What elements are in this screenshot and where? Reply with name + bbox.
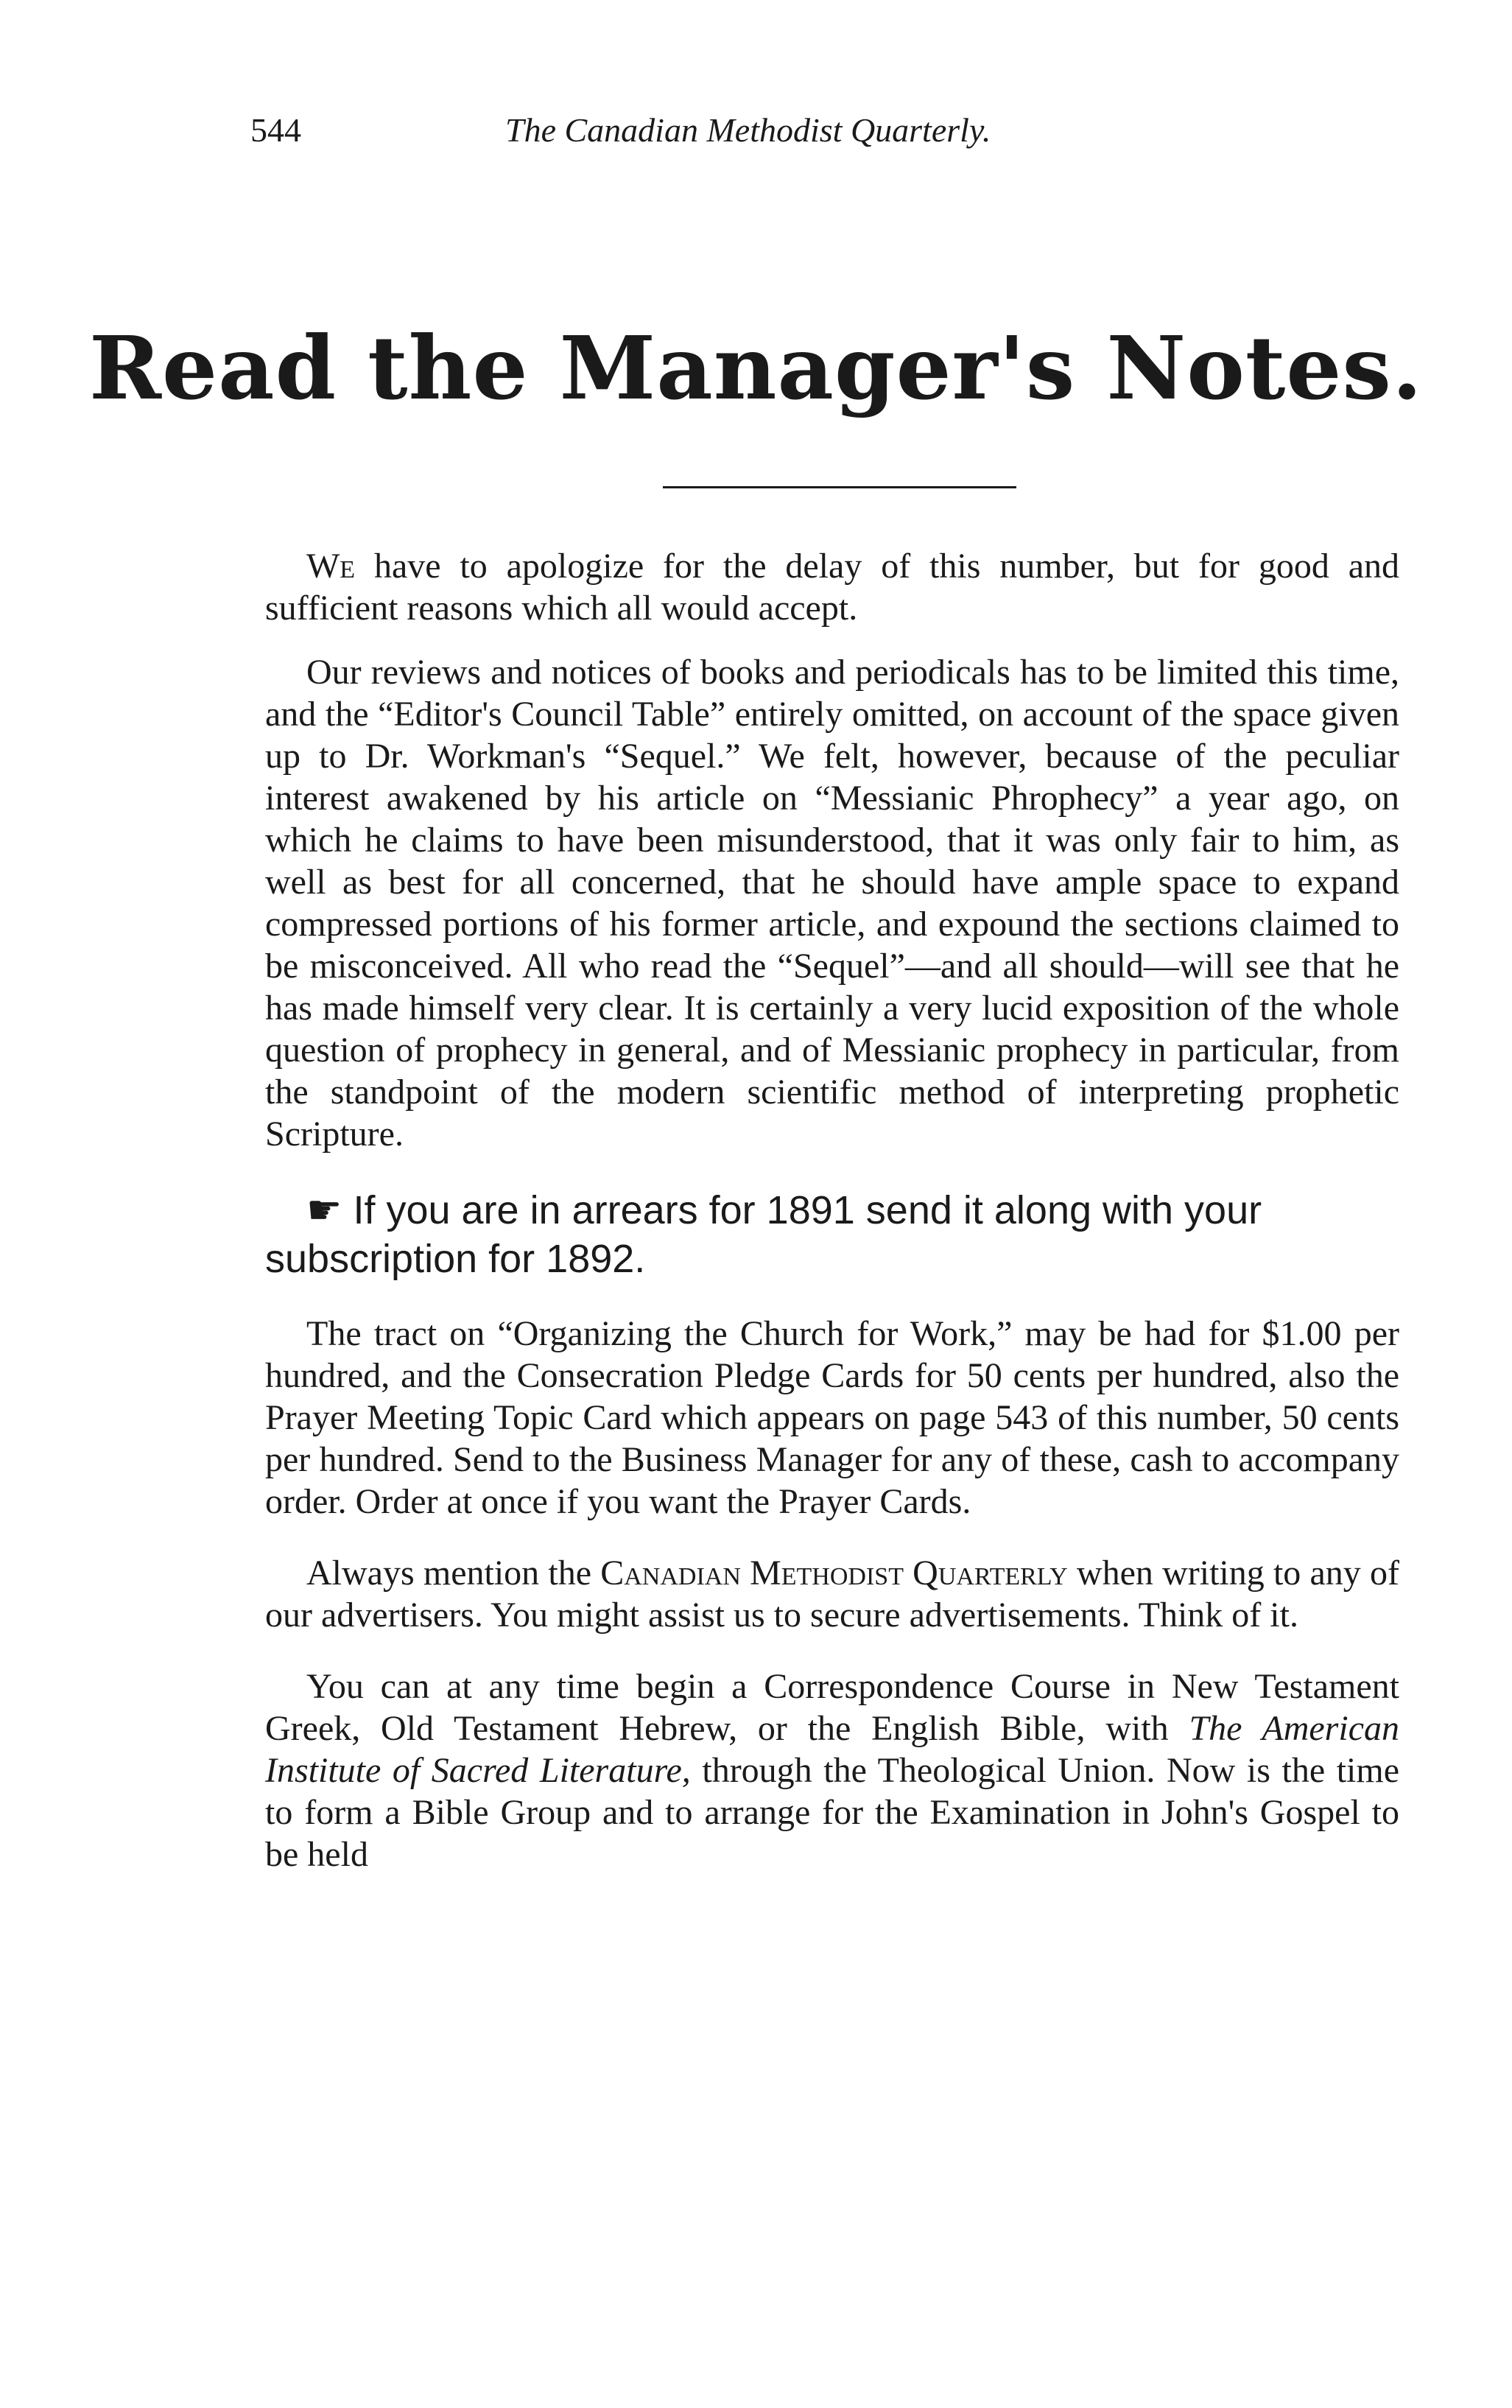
- paragraph-reviews: Our reviews and notices of books and periodicals has to be limited this time, and the “Editor's Council Table” entirely omitted, on account of the space given up to Dr. Workman's “Sequel.” We felt, however, because of the peculiar interest awakened by his article on “Messianic Phrophecy” a year ago, on which he claims to have been misunderstood, that it was only fair to him, as well as best for all concerned, that he should have ample space to expand compressed portions of his former article, and expound the sections claimed to be misconceived. All who read the “Sequel”—and all should—will see that he has made himself very clear. It is certainly a very lucid exposition of the whole question of prophecy in general, and of Messianic prophecy in particular, from the standpoint of the modern scientific method of interpreting prophetic Scripture.: [265, 653, 1399, 1154]
- paragraph-apology: [265, 545, 1399, 629]
- paragraph-tract: The tract on “Organizing the Church for Work,” may be had for $1.00 per hundred, and the Consecration Pledge Cards for 50 cents per hundred, also the Prayer Meeting Topic Card which appears on page 543 of this number, 50 cents per hundred. Send to the Business Manager for any of these, cash to accompany order. Order at once if you want the Prayer Cards.: [265, 1314, 1399, 1521]
- arrears-notice-text: If you are in arrears for 1891 send it along with your subscription for 1892.: [265, 1188, 1262, 1281]
- journal-title: The Canadian Methodist Quarterly.: [505, 111, 991, 149]
- pointing-hand-icon: ☛: [306, 1188, 342, 1232]
- advertisers-text-after: when writing to any of our advertisers. You might assist us to secure advertisements. Think of it.: [265, 1554, 1399, 1635]
- institute-name: The American Institute of Sacred Literature,: [265, 1709, 1399, 1790]
- journal-name: Canadian Methodist Quarterly: [600, 1554, 1068, 1593]
- heading-rule: [663, 486, 1016, 488]
- advertisers-text-before: Always mention the: [306, 1554, 601, 1593]
- article-body: [265, 545, 1399, 1875]
- paragraph-apology-text: have to apologize for the delay of this number, but for good and sufficient reasons which all would accept.: [265, 547, 1399, 628]
- arrears-notice: [265, 1186, 1399, 1283]
- paragraph-correspondence: [265, 1665, 1399, 1875]
- paragraph-advertisers: [265, 1552, 1399, 1636]
- correspondence-text-before: You can at any time begin a Correspondence Course in New Testament Greek, Old Testament Hebrew, or the English Bible, with: [265, 1667, 1399, 1748]
- running-head: [250, 110, 1429, 169]
- page-number: 544: [250, 111, 301, 149]
- correspondence-text-after: through the Theological Union. Now is the time to form a Bible Group and to arrange for the Examination in John's Gospel to be held: [265, 1751, 1400, 1874]
- paragraph-lead-word: We: [306, 547, 356, 586]
- section-heading: Read the Manager's Notes.: [88, 317, 1424, 419]
